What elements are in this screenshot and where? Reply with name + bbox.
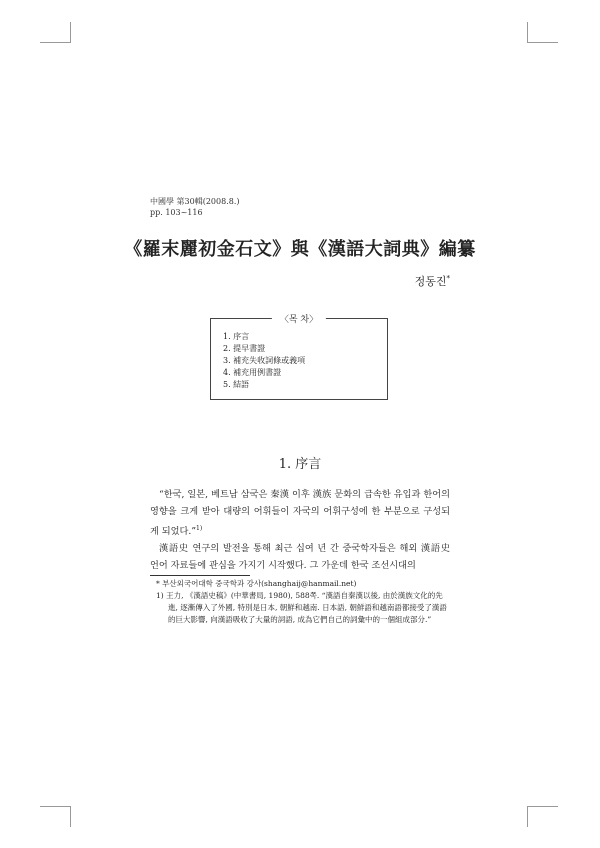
toc-item: 4. 補充用例書證 (223, 368, 282, 377)
crop-mark-top-left (40, 22, 71, 43)
toc-item: 2. 提早書證 (223, 344, 266, 353)
journal-pages: pp. 103~116 (150, 208, 203, 217)
crop-mark-bottom-right (527, 806, 558, 827)
crop-mark-top-right (527, 22, 558, 43)
paragraph-text: “한국, 일본, 베트남 삼국은 秦漢 이후 漢族 문화의 급속한 유입과 한어의 영향을 크게 받아 대량의 어휘들이 자국의 어휘구성에 한 부분으로 구성되게 되었다.” (150, 489, 450, 538)
author-footnote-mark: * (446, 274, 450, 283)
footnote-divider (150, 575, 250, 576)
body-paragraph (150, 486, 450, 540)
footnote-1: 1) 王力, 《漢語史稿》(中華書局, 1980), 588쪽. “漢語自秦漢以後, 由於漢族文化的先進, 逐漸傳入了外國, 特別是日本, 朝鮮和越南. 日本語, 朝鮮語和越南語都接受了漢語的巨大影響, 向漢語吸收了大量的詞語, 成為它們自己的詞彙中的一個組成部分.” (156, 591, 447, 624)
journal-issue: 中國學 第30輯(2008.8.) (150, 197, 240, 206)
journal-info (150, 196, 240, 218)
toc-item: 3. 補充失收詞條或義項 (223, 356, 306, 365)
toc-item: 1. 序言 (223, 332, 250, 341)
footnotes (150, 578, 450, 626)
crop-mark-bottom-left (40, 806, 71, 827)
toc-item: 5. 結語 (223, 380, 250, 389)
paper-title: 《羅末麗初金石文》與《漢語大詞典》編纂 (124, 239, 476, 260)
toc-heading: 〈목 차〉 (272, 312, 326, 325)
footnote-author: * 부산외국어대학 중국학과 강사(shanghaij@hanmail.net) (156, 579, 357, 588)
footnote-ref: 1) (196, 525, 203, 532)
author (415, 273, 450, 289)
author-name: 정동진 (414, 275, 447, 288)
toc-list (223, 331, 387, 391)
section-heading: 1. 序言 (278, 457, 322, 472)
body-paragraph: 漢語史 연구의 발전을 통해 최근 십여 년 간 중국학자들은 해외 漢語史 언어 자료들에 관심을 가지기 시작했다. 그 가운데 한국 조선시대의 (150, 543, 450, 572)
table-of-contents (210, 315, 388, 400)
body-text (150, 486, 450, 574)
